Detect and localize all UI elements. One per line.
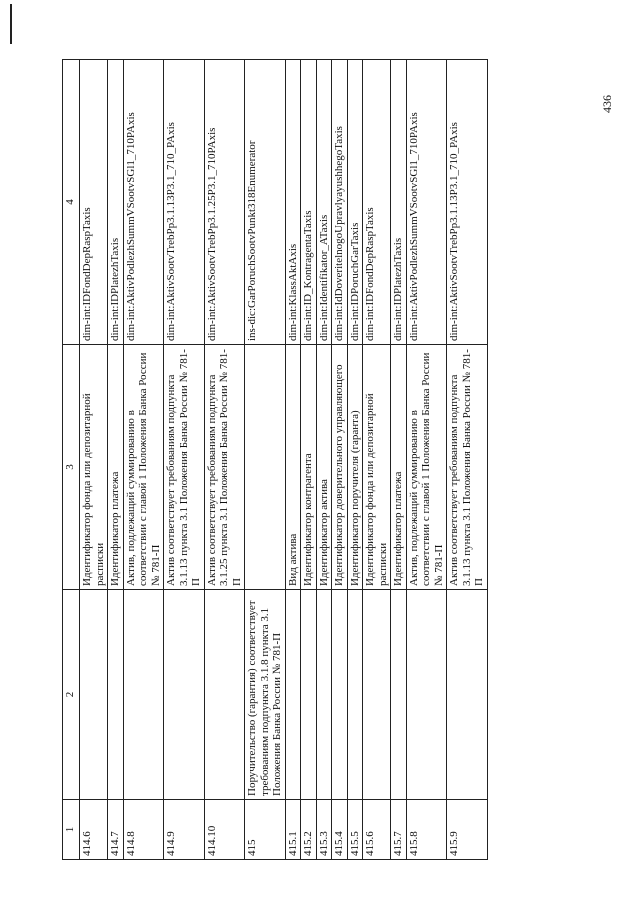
row-description: Идентификатор фонда или депозитарной расписки xyxy=(80,345,108,590)
row-name xyxy=(285,590,301,800)
rotated-table-area xyxy=(62,60,582,860)
row-description: Актив соответствует требованиям подпункта 3.1.13 пункта 3.1 Положения Банка России № 781-П xyxy=(164,345,205,590)
row-description: Актив, подлежащий суммированию в соответствии с главой 1 Положения Банка России № 781-П xyxy=(123,345,164,590)
row-name xyxy=(332,590,348,800)
page-number: 436 xyxy=(600,95,614,113)
row-code: dim-int:IdDoveritelnogoUpravlyayushhegoTaxis xyxy=(332,60,348,345)
row-name xyxy=(204,590,245,800)
row-description: Актив соответствует требованиям подпункта 3.1.25 пункта 3.1 Положения Банка России № 781-П xyxy=(204,345,245,590)
row-name xyxy=(447,590,488,800)
row-code: dim-int:AktivSootvTrebPp3.1.13P3.1_710_PAxis xyxy=(447,60,488,345)
scan-edge-mark xyxy=(10,4,12,44)
column-header: 3 xyxy=(63,345,80,590)
row-description: Идентификатор доверительного управляющего xyxy=(332,345,348,590)
row-code: dim-int:AktivPodlezhSummVSootvSGl1_710PAxis xyxy=(123,60,164,345)
row-code: dim-int:AktivPodlezhSummVSootvSGl1_710PAxis xyxy=(406,60,447,345)
row-number: 415 xyxy=(245,800,286,860)
row-number: 415.2 xyxy=(301,800,317,860)
row-name xyxy=(363,590,391,800)
row-number: 415.7 xyxy=(391,800,407,860)
row-number: 414.10 xyxy=(204,800,245,860)
row-name xyxy=(406,590,447,800)
table-wrapper xyxy=(62,60,582,860)
table-row xyxy=(285,60,301,860)
row-number: 415.4 xyxy=(332,800,348,860)
table-row xyxy=(204,60,245,860)
table-row xyxy=(164,60,205,860)
row-name xyxy=(164,590,205,800)
row-number: 415.6 xyxy=(363,800,391,860)
row-code: dim-int:IDFondDepRaspTaxis xyxy=(80,60,108,345)
row-code: dim-int:Identifikator_ATaxis xyxy=(316,60,332,345)
row-number: 414.9 xyxy=(164,800,205,860)
table-row xyxy=(123,60,164,860)
row-code: dim-int:ID_KontragentaTaxis xyxy=(301,60,317,345)
row-code: dim-int:AktivSootvTrebPp3.1.13P3.1_710_PAxis xyxy=(164,60,205,345)
row-description: Идентификатор фонда или депозитарной расписки xyxy=(363,345,391,590)
row-code: dim-int:IDFondDepRaspTaxis xyxy=(363,60,391,345)
row-code: dim-int:IDPoruchGarTaxis xyxy=(347,60,363,345)
row-name xyxy=(316,590,332,800)
row-number: 415.9 xyxy=(447,800,488,860)
row-description xyxy=(245,345,286,590)
row-code: dim-int:IDPlatezhTaxis xyxy=(391,60,407,345)
row-code: dim-int:KlassAktAxis xyxy=(285,60,301,345)
row-number: 415.5 xyxy=(347,800,363,860)
column-header: 4 xyxy=(63,60,80,345)
row-name xyxy=(80,590,108,800)
row-name xyxy=(347,590,363,800)
row-description: Идентификатор контрагента xyxy=(301,345,317,590)
row-number: 414.6 xyxy=(80,800,108,860)
row-description: Актив соответствует требованиям подпункта 3.1.13 пункта 3.1 Положения Банка России № 781-П xyxy=(447,345,488,590)
row-description: Вид актива xyxy=(285,345,301,590)
table-row xyxy=(391,60,407,860)
table-row xyxy=(363,60,391,860)
row-name xyxy=(391,590,407,800)
row-description: Идентификатор поручителя (гаранта) xyxy=(347,345,363,590)
row-number: 415.1 xyxy=(285,800,301,860)
row-description: Идентификатор платежа xyxy=(108,345,124,590)
row-description: Актив, подлежащий суммированию в соответствии с главой 1 Положения Банка России № 781-П xyxy=(406,345,447,590)
table-row xyxy=(347,60,363,860)
row-number: 415.3 xyxy=(316,800,332,860)
row-code: dim-int:AktivSootvTrebPp3.1.25P3.1_710PAxis xyxy=(204,60,245,345)
row-name: Поручительство (гарантия) соответствует требованиям подпункта 3.1.8 пункта 3.1 Положения Банка России № 781-П xyxy=(245,590,286,800)
table-row xyxy=(316,60,332,860)
row-name xyxy=(123,590,164,800)
row-number: 414.8 xyxy=(123,800,164,860)
row-code: ins-dic:GarPoruchSootvPunkt318Enumerator xyxy=(245,60,286,345)
table-header-row xyxy=(63,60,80,860)
table-row xyxy=(447,60,488,860)
row-name xyxy=(301,590,317,800)
table-row xyxy=(245,60,286,860)
column-header: 1 xyxy=(63,800,80,860)
row-number: 414.7 xyxy=(108,800,124,860)
table-row xyxy=(301,60,317,860)
table-row xyxy=(80,60,108,860)
row-code: dim-int:IDPlatezhTaxis xyxy=(108,60,124,345)
table-row xyxy=(406,60,447,860)
row-description: Идентификатор актива xyxy=(316,345,332,590)
table-row xyxy=(332,60,348,860)
row-description: Идентификатор платежа xyxy=(391,345,407,590)
column-header: 2 xyxy=(63,590,80,800)
data-table xyxy=(62,59,488,860)
table-row xyxy=(108,60,124,860)
row-name xyxy=(108,590,124,800)
row-number: 415.8 xyxy=(406,800,447,860)
